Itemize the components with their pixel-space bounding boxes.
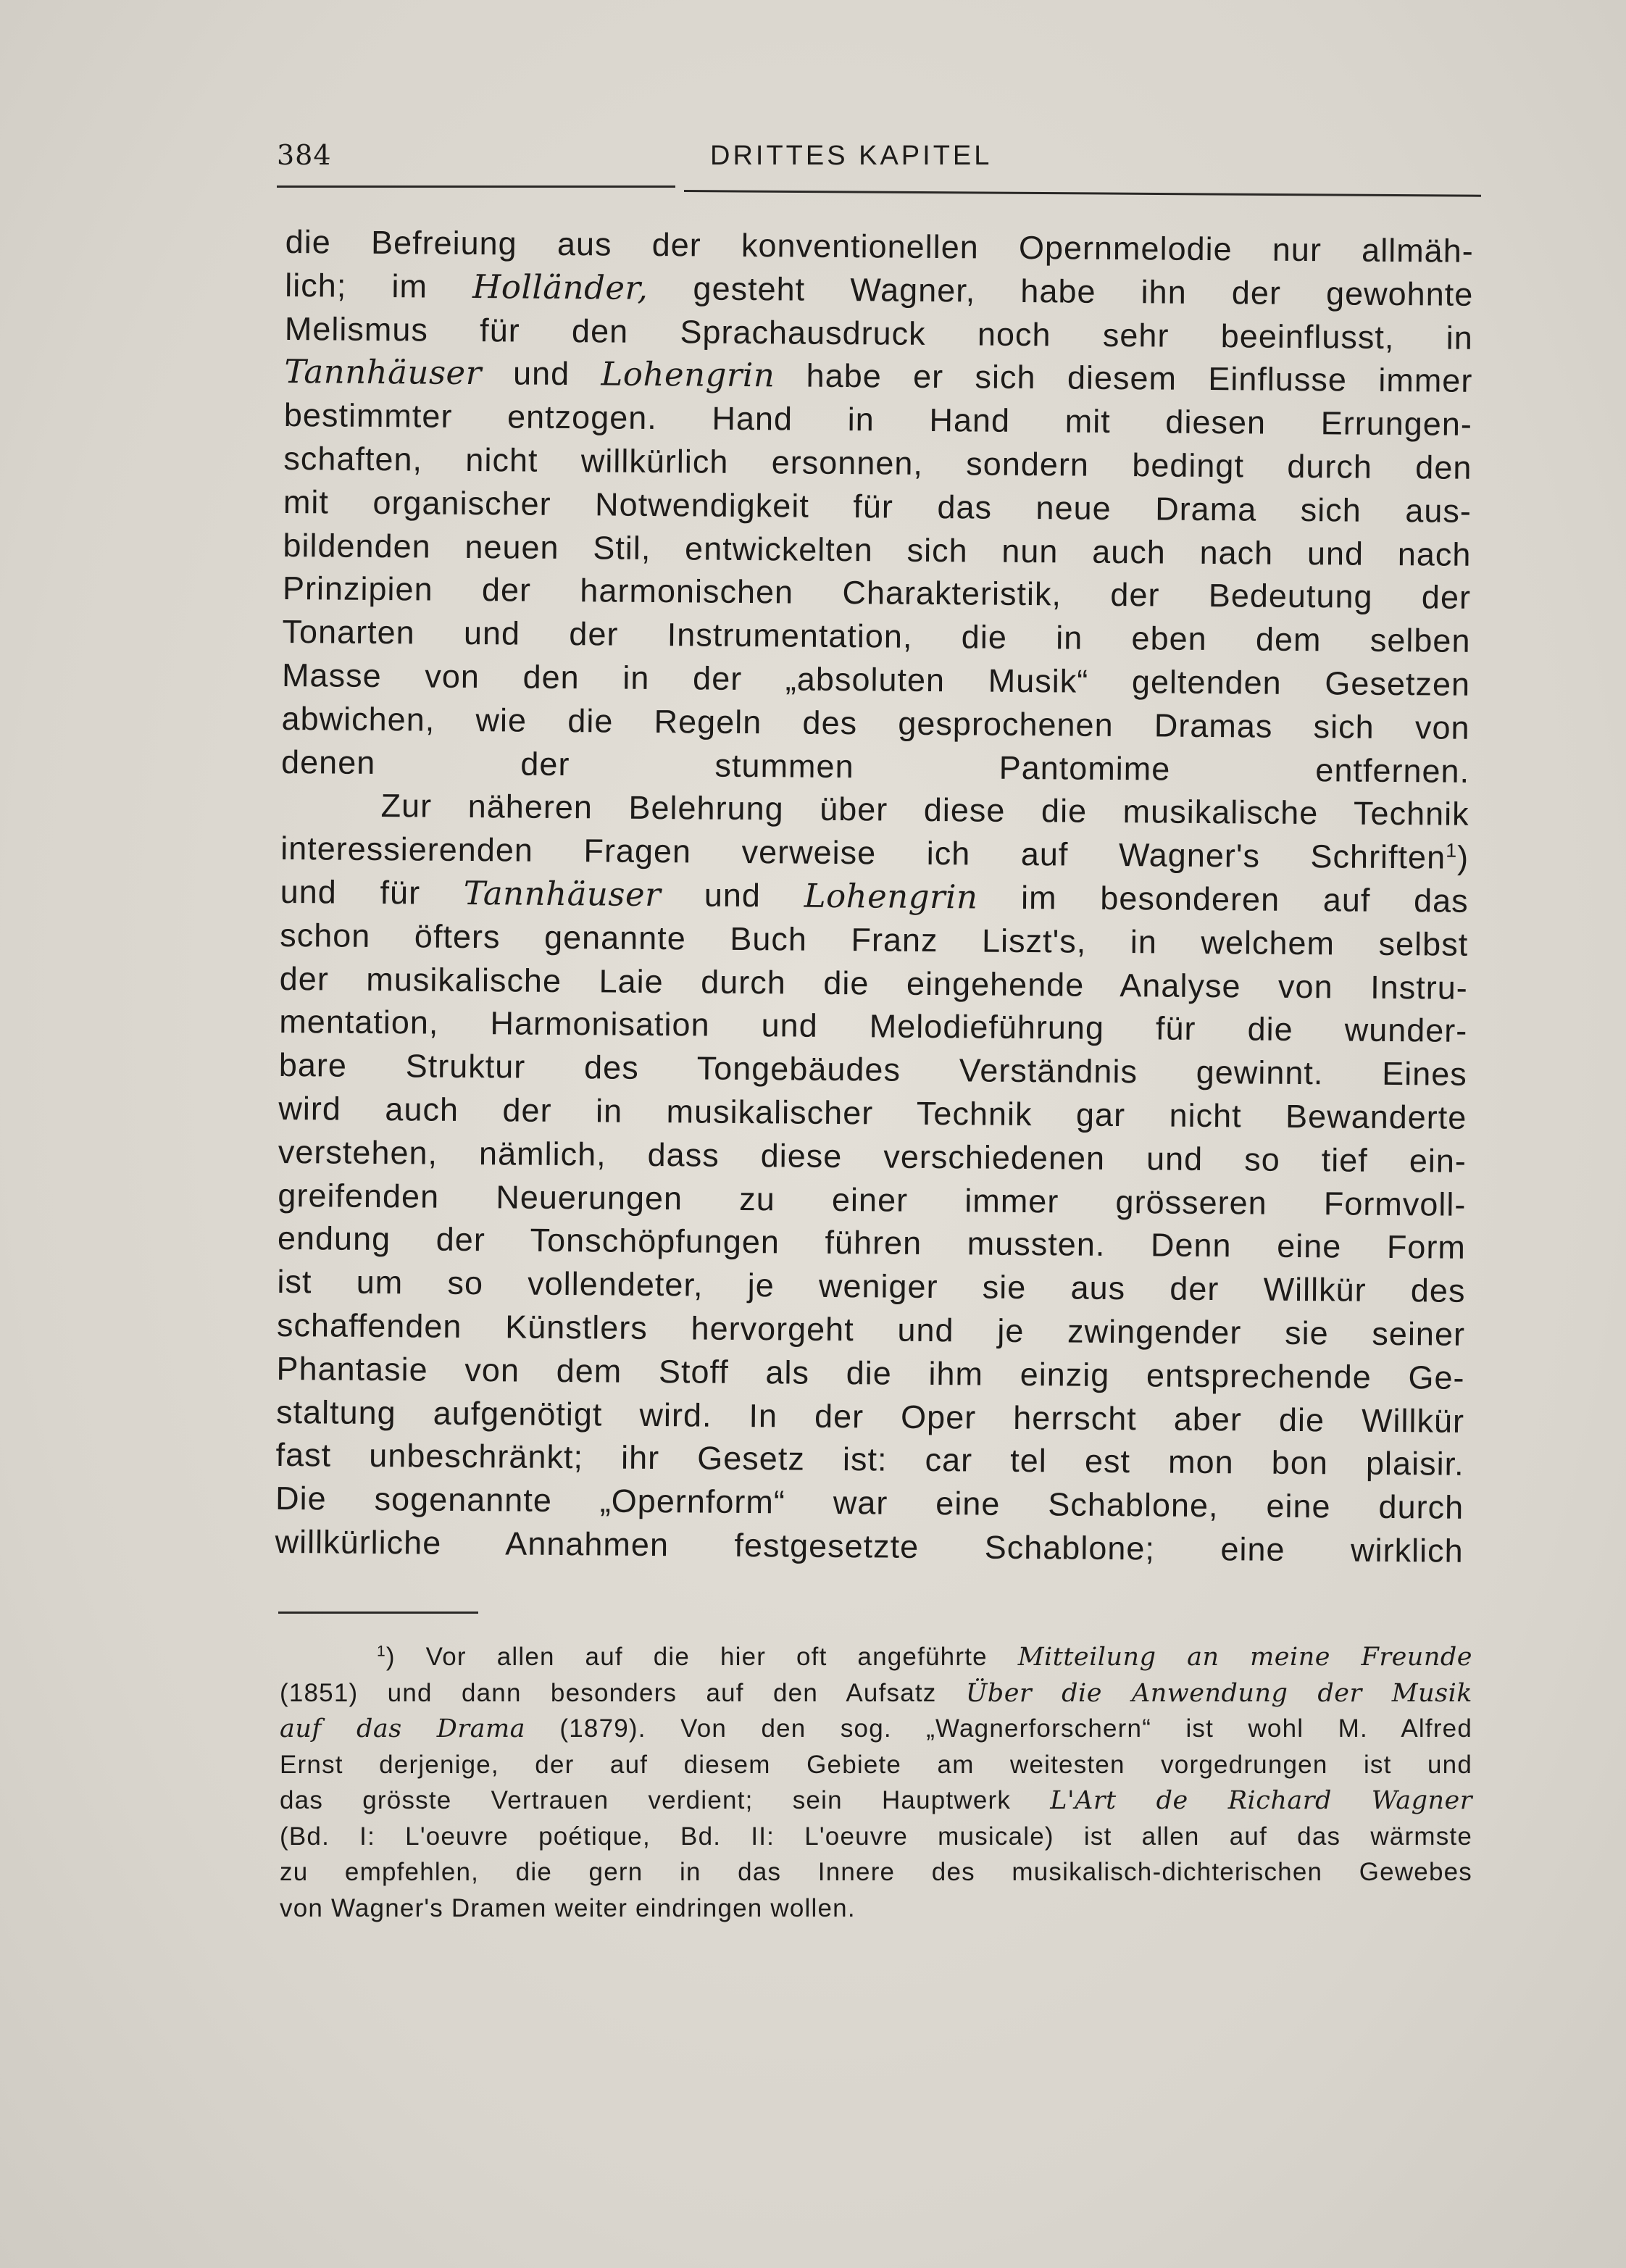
footnote-line [280,1711,1472,1747]
footnote-segment: zu empfehlen, die gern in das Innere des musikalisch-dichterischen Gewebes [280,1858,1472,1886]
footnote-line [280,1890,1472,1927]
body-line [275,1520,1463,1573]
page-header [277,139,1480,183]
footnote-line [280,1819,1472,1855]
footnote-line [280,1783,1472,1819]
body-segment: lich; im [285,266,473,305]
footnote-segment: Mitteilung an meine Freunde [1017,1643,1472,1672]
body-segment: schaffenden Künstlers hervorgeht und je zwingender sie seiner [276,1306,1466,1353]
body-segment: interessierenden Fragen verweise ich auf Wagner's Schriften [280,830,1446,876]
body-segment: greifenden Neuerungen zu einer immer grösseren Formvoll- [278,1176,1467,1223]
body-segment: Zur näheren Belehrung über diese die musikalische Technik [380,787,1469,833]
page-number: 384 [277,139,332,171]
body-segment: bestimmter entzogen. Hand in Hand mit diesen Errungen- [283,396,1473,443]
body-segment: bare Struktur des Tongebäudes Verständnis gewinnt. Eines [278,1046,1467,1093]
body-segment: Prinzipien der harmonischen Charakteristik, der Bedeutung der [282,570,1472,617]
body-segment: habe er sich diesem Einflusse immer [775,357,1473,400]
body-segment: Tonarten und der Instrumentation, die in eben dem selben [282,613,1471,660]
body-segment: endung der Tonschöpfungen führen mussten. Denn eine Form [277,1220,1467,1267]
footnote-segment: von Wagner's Dramen weiter eindringen wollen. [280,1893,856,1922]
header-rule-left [277,185,675,188]
body-segment: die Befreiung aus der konventionellen Opernmelodie nur allmäh- [285,222,1474,270]
body-segment: Lohengrin [601,354,775,395]
body-segment: im besonderen auf das [977,878,1469,920]
body-segment: und für [280,872,464,912]
body-segment: Die sogenannte „Opernform“ war eine Schablone, eine durch [275,1480,1464,1526]
header-rule-right [684,190,1481,197]
footnote-segment: (Bd. I: L'oeuvre poétique, Bd. II: L'oeuvre musicale) ist allen auf das wärmste [280,1822,1472,1851]
body-segment: mentation, Harmonisation und Melodieführung für die wunder- [279,1003,1468,1050]
body-segment: willkürliche Annahmen festgesetzte Schablone; eine wirklich [275,1522,1464,1569]
footnote-line [280,1639,1472,1675]
body-segment: der musikalische Laie durch die eingehende Analyse von Instru- [279,959,1468,1006]
footnote-segment: ) Vor allen auf die hier oft angeführte [385,1643,1018,1671]
body-segment: Melismus für den Sprachausdruck noch sehr beeinflusst, in [284,309,1473,357]
body-segment: wird auch der in musikalischer Technik gar nicht Bewanderte [278,1089,1467,1136]
footnote-segment: das grösste Vertrauen verdient; sein Hauptwerk [280,1786,1051,1814]
body-segment: und [481,354,601,393]
body-text [275,220,1474,1573]
footnote-line [280,1747,1472,1783]
running-title: DRITTES KAPITEL [710,141,993,171]
body-segment: abwichen, wie die Regeln des gesprochenen Dramas sich von [281,699,1470,746]
body-segment: Tannhäuser [463,873,662,914]
body-segment: gesteht Wagner, habe ihn der gewohnte [648,269,1474,313]
footnote-line [280,1854,1472,1890]
body-segment: ist um so vollendeter, je weniger sie aus der Willkür des [277,1263,1466,1309]
body-segment: 1 [1446,839,1458,862]
footnote [280,1639,1472,1926]
body-segment: bildenden neuen Stil, entwickelten sich nun auch nach und nach [283,526,1472,573]
body-segment: ) [1456,838,1469,877]
footnote-segment: (1851) und dann besonders auf den Aufsatz [280,1678,966,1707]
body-segment: fast unbeschränkt; ihr Gesetz ist: car tel est mon bon plaisir. [275,1436,1464,1483]
footnote-segment: L'Art de Richard Wagner [1050,1786,1472,1815]
footnote-segment: Ernst derjenige, der auf diesem Gebiete am weitesten vorgedrungen ist und [280,1750,1472,1779]
body-segment: schaften, nicht willkürlich ersonnen, sondern bedingt durch den [283,439,1472,486]
footnote-segment: Über die Anwendung der Musik [965,1678,1472,1708]
footnote-segment: auf das Drama [280,1714,526,1743]
body-segment: Holländer, [472,267,649,307]
body-segment: denen der stummen Pantomime entfernen. [280,743,1470,790]
body-segment: schon öfters genannte Buch Franz Liszt's, in welchem selbst [280,916,1469,963]
footnote-segment: (1879). Von den sog. „Wagnerforschern“ ist wohl M. Alfred [525,1714,1473,1743]
body-segment: Masse von den in der „absoluten Musik“ geltenden Gesetzen [281,656,1471,703]
footnote-segment: 1 [377,1643,386,1660]
body-segment: Phantasie von dem Stoff als die ihm einzig entsprechende Ge- [276,1349,1465,1396]
footnote-line [280,1675,1472,1712]
body-segment: mit organischer Notwendigkeit für das neue Drama sich aus- [283,483,1472,530]
body-segment: Tannhäuser [284,352,482,393]
body-segment: und [660,876,804,914]
body-segment: staltung aufgenötigt wird. In der Oper herrscht aber die Willkür [275,1393,1465,1440]
body-segment: Lohengrin [804,876,978,917]
footnote-separator [278,1612,478,1614]
body-segment: verstehen, nämlich, dass diese verschiedenen und so tief ein- [278,1133,1467,1180]
